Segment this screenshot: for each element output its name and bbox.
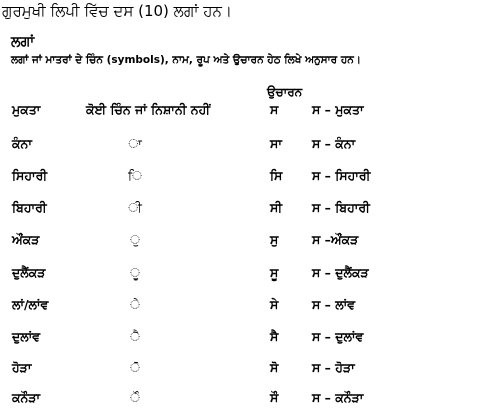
table-row [0, 232, 487, 256]
row-combined: ਸਾ [270, 136, 282, 151]
row-combined: ਸੂ [270, 265, 279, 280]
row-example: ਸ – ਸਿਹਾਰੀ [312, 168, 371, 183]
row-example: ਸ –ਔਂਕੜ [312, 232, 359, 247]
row-example: ਸ – ਹੋੜਾ [312, 360, 355, 375]
row-combined: ਸ [270, 102, 279, 117]
row-sign: ੈ [129, 329, 140, 344]
table-row [0, 329, 487, 353]
row-name: ਔਂਕੜ [12, 232, 40, 247]
table-row [0, 297, 487, 321]
row-name: ਹੋੜਾ [12, 360, 32, 375]
row-combined: ਸੋ [270, 360, 279, 375]
row-name: ਕੰਨਾ [12, 136, 32, 151]
row-example: ਸ – ਦੁਲਾਂਵ [312, 329, 364, 344]
row-combined: ਸੇ [270, 297, 279, 312]
row-sign: ੀ [128, 200, 142, 215]
row-example: ਸ – ਲਾਂਵ [312, 297, 356, 312]
table-row [0, 265, 487, 289]
row-name: ਮੁਕਤਾ [12, 102, 41, 117]
row-combined: ਸੀ [270, 200, 283, 215]
page-title: ਗੁਰਮੁਖੀ ਲਿਪੀ ਵਿੱਚ ਦਸ (10) ਲਗਾਂ ਹਨ। [2, 2, 232, 20]
table-row [0, 390, 487, 414]
intro-text: ਲਗਾਂ ਜਾਂ ਮਾਤਰਾਂ ਦੇ ਚਿੰਨ (symbols), ਨਾਮ, ਰੂਪ ਅਤੇ ਉਚਾਰਨ ਹੇਠ ਲਿਖੇ ਅਨੁਸਾਰ ਹਨ। [11, 54, 361, 66]
section-heading: ਲਗਾਂ [11, 34, 35, 50]
row-sign: ੇ [129, 297, 140, 312]
row-name: ਲਾਂ/ਲਾਂਵ [12, 297, 49, 312]
row-combined: ਸੁ [270, 232, 279, 247]
row-sign: ਿ [127, 168, 143, 183]
table-row [0, 360, 487, 384]
row-sign: ੁ [129, 232, 140, 247]
row-name: ਕਨੌੜਾ [12, 390, 41, 405]
row-sign: ਾ [128, 136, 142, 151]
row-combined: ਸਿ [270, 168, 283, 183]
pronunciation-header: ਉਚਾਰਨ [267, 85, 303, 99]
row-combined: ਸੈ [270, 329, 279, 344]
row-name: ਦੁਲਾਂਵ [12, 329, 41, 344]
row-name: ਬਿਹਾਰੀ [12, 200, 47, 215]
row-example: ਸ – ਕਨੌੜਾ [312, 390, 364, 405]
row-sign: ੋ [129, 360, 140, 375]
row-combined: ਸੌ [270, 390, 279, 405]
table-row [0, 136, 487, 160]
row-example: ਸ – ਮੁਕਤਾ [312, 102, 364, 117]
table-row [0, 102, 487, 126]
table-row [0, 168, 487, 192]
row-name: ਸਿਹਾਰੀ [12, 168, 48, 183]
row-name: ਦੁਲੈਂਕੜ [12, 265, 46, 280]
row-example: ਸ – ਕੰਨਾ [312, 136, 356, 151]
row-sign: ੂ [129, 265, 140, 280]
row-example: ਸ – ਬਿਹਾਰੀ [312, 200, 370, 215]
row-sign: ੌ [129, 390, 140, 405]
row-example: ਸ – ਦੁਲੈਂਕੜ [312, 265, 369, 280]
table-row [0, 200, 487, 224]
row-sign: ਕੋਈ ਚਿੰਨ ਜਾਂ ਨਿਸ਼ਾਨੀ ਨਹੀਂ [86, 102, 211, 117]
